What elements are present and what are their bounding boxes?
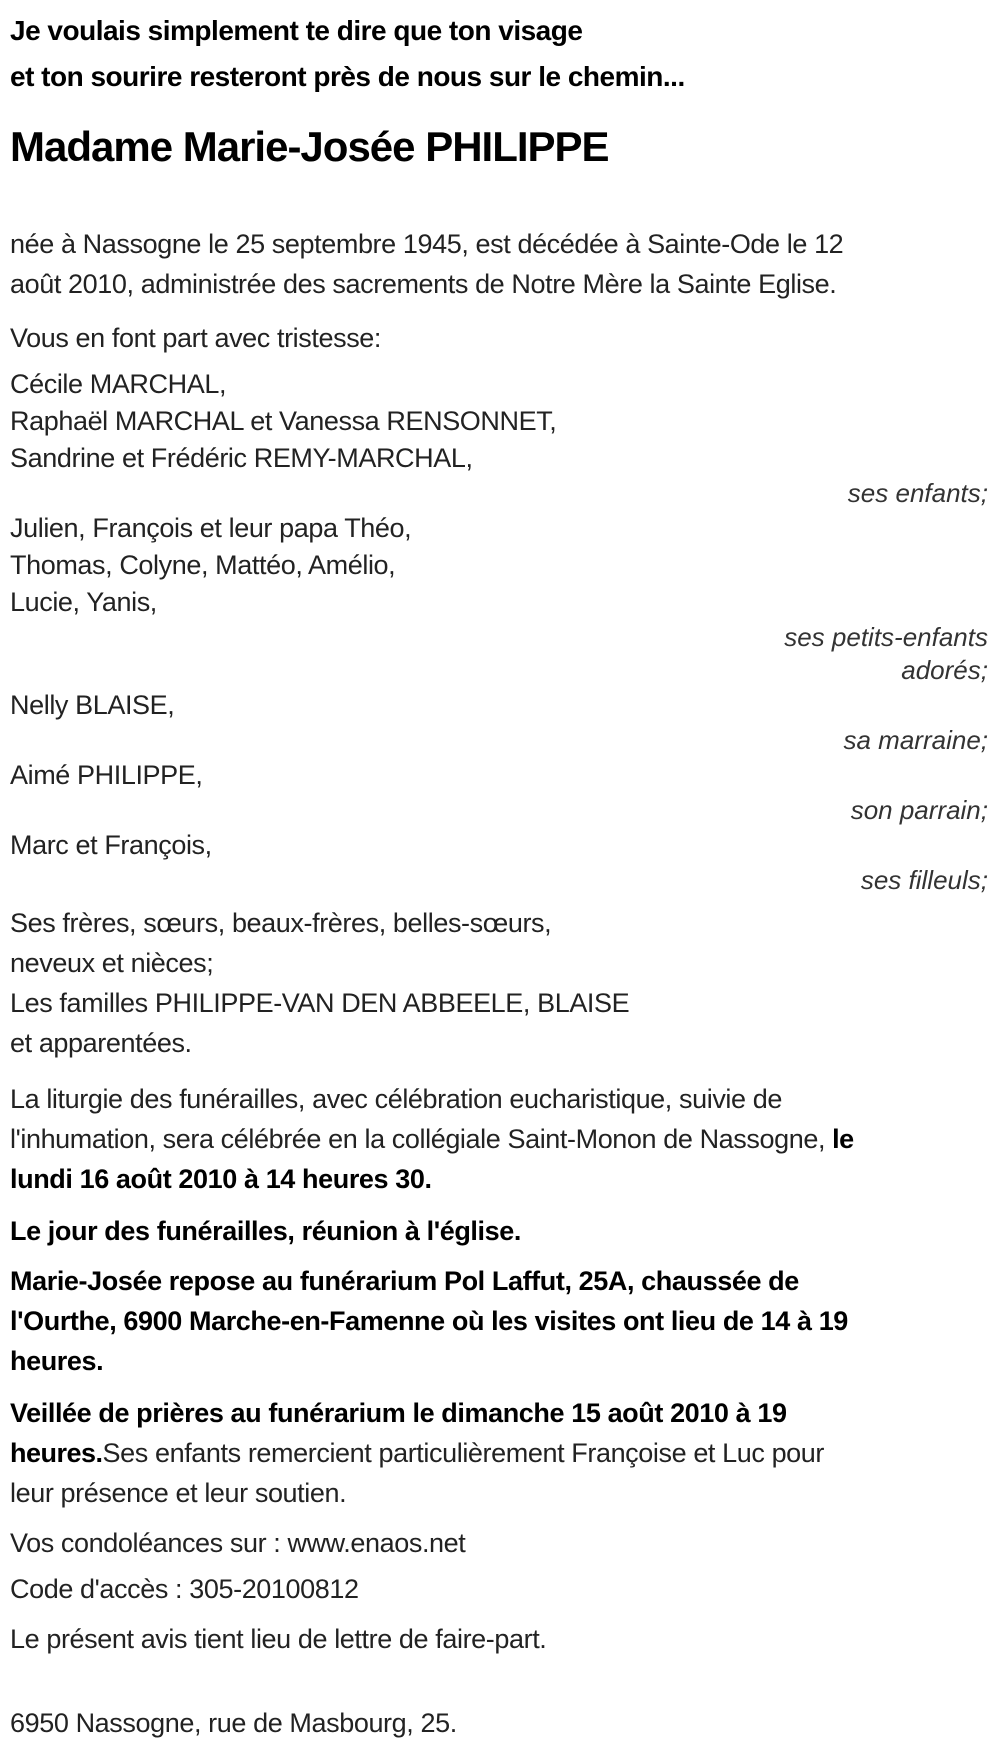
grandchildren-relationship-label-2: adorés; — [901, 655, 988, 685]
godfather-list — [10, 757, 988, 794]
condolences-line: Vos condoléances sur : www.enaos.net — [10, 1528, 466, 1558]
death-notice-line-1: née à Nassogne le 25 septembre 1945, est décédée à Sainte-Ode le 12 — [10, 229, 844, 259]
siblings-line-2: neveux et nièces; — [10, 948, 214, 978]
funeral-home-paragraph — [10, 1261, 988, 1381]
deceased-name-title: Madame Marie-Josée PHILIPPE — [10, 123, 609, 170]
funeral-liturgy-line-2-regular: l'inhumation, sera célébrée en la collégiale Saint-Monon de Nassogne, — [10, 1124, 833, 1154]
families-line-1: Les familles PHILIPPE-VAN DEN ABBEELE, BLAISE — [10, 988, 630, 1018]
funeral-home-line-2: l'Ourthe, 6900 Marche-en-Famenne où les visites ont lieu de 14 à 19 — [10, 1306, 848, 1336]
siblings-line-1: Ses frères, sœurs, beaux-frères, belles-sœurs, — [10, 908, 552, 938]
funeral-liturgy-line-2-bold: le — [832, 1124, 854, 1154]
godfather-name: Aimé PHILIPPE, — [10, 760, 203, 790]
vigil-line-2 — [10, 1433, 988, 1473]
children-list — [10, 366, 988, 477]
vigil-line-1: Veillée de prières au funérarium le dimanche 15 août 2010 à 19 — [10, 1398, 787, 1428]
children-relationship-label: ses enfants; — [847, 478, 988, 508]
footer-address: 6950 Nassogne, rue de Masbourg, 25. — [10, 1708, 457, 1738]
access-code-line: Code d'accès : 305-20100812 — [10, 1574, 359, 1604]
godchildren-list — [10, 827, 988, 864]
funeral-liturgy-line-2 — [10, 1119, 988, 1159]
vigil-line-2-regular: Ses enfants remercient particulièrement Françoise et Luc pour — [102, 1438, 825, 1468]
godmother-name: Nelly BLAISE, — [10, 690, 175, 720]
children-name-2: Raphaël MARCHAL et Vanessa RENSONNET, — [10, 406, 557, 436]
funeral-liturgy-line-1: La liturgie des funérailles, avec célébration eucharistique, suivie de — [10, 1084, 782, 1114]
church-meeting-line: Le jour des funérailles, réunion à l'église. — [10, 1216, 521, 1246]
epigraph-line-2: et ton sourire resteront près de nous sur le chemin... — [10, 61, 685, 92]
death-notice-line-2: août 2010, administrée des sacrements de Notre Mère la Sainte Eglise. — [10, 269, 837, 299]
grandchildren-relationship-label-1: ses petits-enfants — [784, 622, 988, 652]
funeral-home-line-3: heures. — [10, 1346, 104, 1376]
godfather-relationship-label: son parrain; — [850, 795, 988, 825]
death-notice — [10, 224, 988, 304]
children-name-3: Sandrine et Frédéric REMY-MARCHAL, — [10, 443, 473, 473]
vigil-line-2-bold: heures. — [10, 1438, 103, 1468]
godchildren-relationship-label: ses filleuls; — [860, 865, 988, 895]
grandchildren-name-3: Lucie, Yanis, — [10, 587, 157, 617]
siblings-paragraph — [10, 903, 988, 983]
funeral-home-line-1: Marie-Josée repose au funérarium Pol Laffut, 25A, chaussée de — [10, 1266, 799, 1296]
godmother-relationship-label: sa marraine; — [843, 725, 988, 755]
grandchildren-name-1: Julien, François et leur papa Théo, — [10, 513, 412, 543]
funeral-liturgy-paragraph — [10, 1079, 988, 1199]
grandchildren-list — [10, 510, 988, 621]
announcement-line: Vous en font part avec tristesse: — [10, 323, 382, 353]
epigraph-line-1: Je voulais simplement te dire que ton visage — [10, 15, 583, 46]
families-paragraph — [10, 983, 988, 1063]
families-line-2: et apparentées. — [10, 1028, 192, 1058]
grandchildren-name-2: Thomas, Colyne, Mattéo, Amélio, — [10, 550, 396, 580]
vigil-line-3: leur présence et leur soutien. — [10, 1478, 347, 1508]
godchildren-name: Marc et François, — [10, 830, 212, 860]
funeral-date-line: lundi 16 août 2010 à 14 heures 30. — [10, 1164, 432, 1194]
godmother-list — [10, 687, 988, 724]
epigraph — [10, 8, 988, 100]
children-name-1: Cécile MARCHAL, — [10, 369, 227, 399]
legal-notice-line: Le présent avis tient lieu de lettre de faire-part. — [10, 1624, 547, 1654]
vigil-paragraph — [10, 1393, 988, 1513]
